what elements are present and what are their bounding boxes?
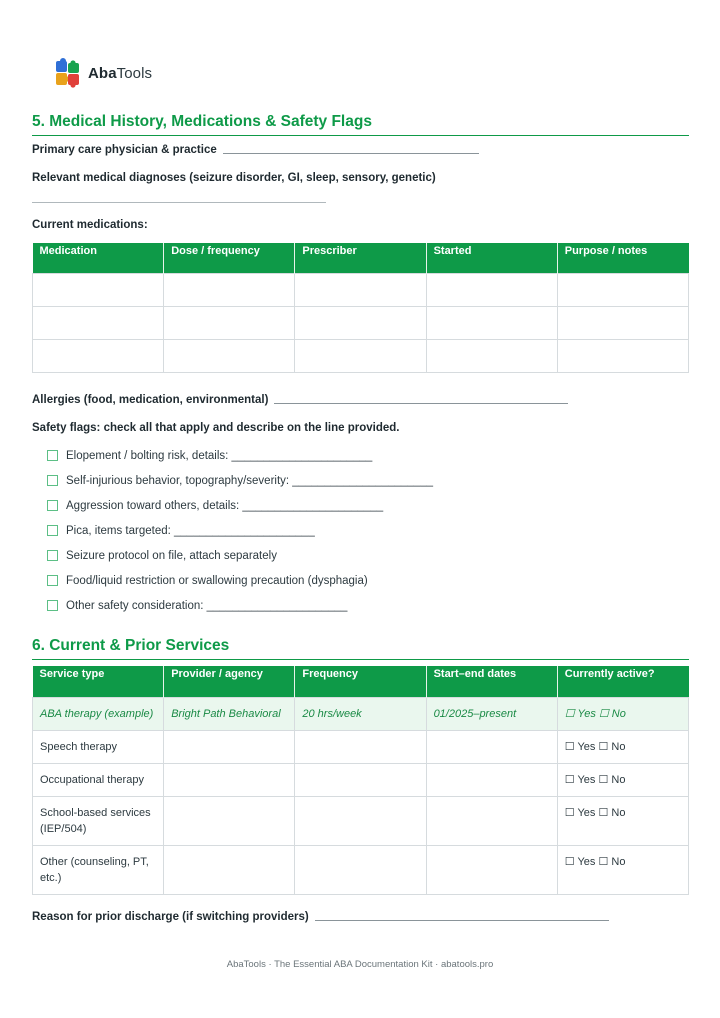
table-cell[interactable] — [164, 796, 295, 845]
table-cell: Occupational therapy — [33, 763, 164, 796]
discharge-field — [32, 911, 609, 923]
table-row — [33, 763, 689, 796]
table-row — [33, 306, 689, 339]
table-cell[interactable] — [557, 339, 688, 372]
table-cell[interactable] — [426, 763, 557, 796]
table-cell[interactable] — [164, 273, 295, 306]
puzzle-icon — [54, 58, 82, 88]
svc-col-active: Currently active? — [557, 666, 688, 697]
section-6-title: 6. Current & Prior Services — [32, 637, 689, 660]
table-cell[interactable] — [557, 306, 688, 339]
med-col-medication: Medication — [33, 243, 164, 273]
safety-flag-self-injury[interactable]: Self-injurious behavior, topography/severity: ______________________ — [47, 468, 433, 493]
services-header-row — [33, 666, 689, 697]
checkbox[interactable] — [47, 525, 58, 536]
pcp-input-line[interactable] — [223, 153, 479, 154]
table-cell[interactable] — [426, 273, 557, 306]
table-cell[interactable] — [33, 339, 164, 372]
example-row — [33, 697, 689, 730]
table-cell[interactable] — [426, 845, 557, 894]
table-cell[interactable] — [164, 763, 295, 796]
table-cell[interactable] — [295, 306, 426, 339]
active-checkboxes[interactable]: ☐ Yes ☐ No — [557, 763, 688, 796]
table-cell[interactable] — [33, 306, 164, 339]
diagnoses-label: Relevant medical diagnoses (seizure disorder, GI, sleep, sensory, genetic) — [32, 172, 436, 184]
table-cell: 01/2025–present — [426, 697, 557, 730]
medications-label: Current medications: — [32, 219, 148, 231]
safety-flag-aggression[interactable]: Aggression toward others, details: ______________________ — [47, 493, 433, 518]
table-cell[interactable] — [295, 273, 426, 306]
table-cell[interactable] — [164, 730, 295, 763]
table-cell[interactable] — [426, 796, 557, 845]
active-checkboxes[interactable]: ☐ Yes ☐ No — [557, 730, 688, 763]
checkbox[interactable] — [47, 450, 58, 461]
safety-flags-label: Safety flags: check all that apply and describe on the line provided. — [32, 422, 400, 434]
table-row — [33, 845, 689, 894]
table-cell[interactable] — [426, 339, 557, 372]
diagnoses-input-line[interactable] — [32, 202, 326, 203]
med-col-prescriber: Prescriber — [295, 243, 426, 273]
checkbox[interactable] — [47, 600, 58, 611]
table-cell: ABA therapy (example) — [33, 697, 164, 730]
table-cell[interactable] — [295, 845, 426, 894]
table-cell[interactable] — [164, 306, 295, 339]
medications-table — [32, 243, 689, 373]
checkbox[interactable] — [47, 475, 58, 486]
active-checkboxes[interactable]: ☐ Yes ☐ No — [557, 796, 688, 845]
safety-flag-elopement[interactable]: Elopement / bolting risk, details: ______________________ — [47, 443, 433, 468]
table-row — [33, 796, 689, 845]
table-cell[interactable] — [426, 730, 557, 763]
table-cell[interactable] — [426, 306, 557, 339]
pcp-field — [32, 144, 479, 156]
checkbox[interactable] — [47, 550, 58, 561]
pcp-label: Primary care physician & practice — [32, 144, 217, 156]
brand-name: AbaTools — [88, 64, 153, 82]
checkbox[interactable] — [47, 500, 58, 511]
table-cell: 20 hrs/week — [295, 697, 426, 730]
safety-flag-other[interactable]: Other safety consideration: ______________________ — [47, 593, 433, 618]
discharge-label: Reason for prior discharge (if switching providers) — [32, 911, 309, 923]
table-cell[interactable] — [295, 730, 426, 763]
med-col-purpose: Purpose / notes — [557, 243, 688, 273]
table-cell[interactable] — [164, 339, 295, 372]
table-cell[interactable] — [295, 796, 426, 845]
allergies-field — [32, 394, 568, 406]
table-cell[interactable] — [295, 339, 426, 372]
brand-logo — [54, 58, 152, 88]
safety-flag-seizure[interactable]: Seizure protocol on file, attach separately — [47, 543, 433, 568]
section-5-title: 5. Medical History, Medications & Safety Flags — [32, 113, 689, 136]
medications-header-row — [33, 243, 689, 273]
table-cell[interactable] — [557, 273, 688, 306]
allergies-input-line[interactable] — [274, 403, 568, 404]
safety-flags-list — [47, 443, 433, 618]
table-row — [33, 273, 689, 306]
med-col-dose: Dose / frequency — [164, 243, 295, 273]
table-cell[interactable] — [295, 763, 426, 796]
table-row — [33, 339, 689, 372]
table-row — [33, 730, 689, 763]
med-col-started: Started — [426, 243, 557, 273]
svc-col-dates: Start–end dates — [426, 666, 557, 697]
table-cell[interactable] — [33, 273, 164, 306]
services-table — [32, 666, 689, 895]
table-cell: Speech therapy — [33, 730, 164, 763]
discharge-input-line[interactable] — [315, 920, 609, 921]
table-cell: School-based services (IEP/504) — [33, 796, 164, 845]
safety-flag-pica[interactable]: Pica, items targeted: ______________________ — [47, 518, 433, 543]
table-cell: Other (counseling, PT, etc.) — [33, 845, 164, 894]
svc-col-frequency: Frequency — [295, 666, 426, 697]
svc-col-provider: Provider / agency — [164, 666, 295, 697]
table-cell[interactable] — [164, 845, 295, 894]
svc-col-type: Service type — [33, 666, 164, 697]
safety-flag-dysphagia[interactable]: Food/liquid restriction or swallowing precaution (dysphagia) — [47, 568, 433, 593]
active-checkboxes[interactable]: ☐ Yes ☐ No — [557, 845, 688, 894]
page-footer: AbaTools · The Essential ABA Documentation Kit · abatools.pro — [226, 959, 494, 970]
checkbox[interactable] — [47, 575, 58, 586]
table-cell: ☐ Yes ☐ No — [557, 697, 688, 730]
allergies-label: Allergies (food, medication, environmental) — [32, 394, 269, 406]
table-cell: Bright Path Behavioral — [164, 697, 295, 730]
